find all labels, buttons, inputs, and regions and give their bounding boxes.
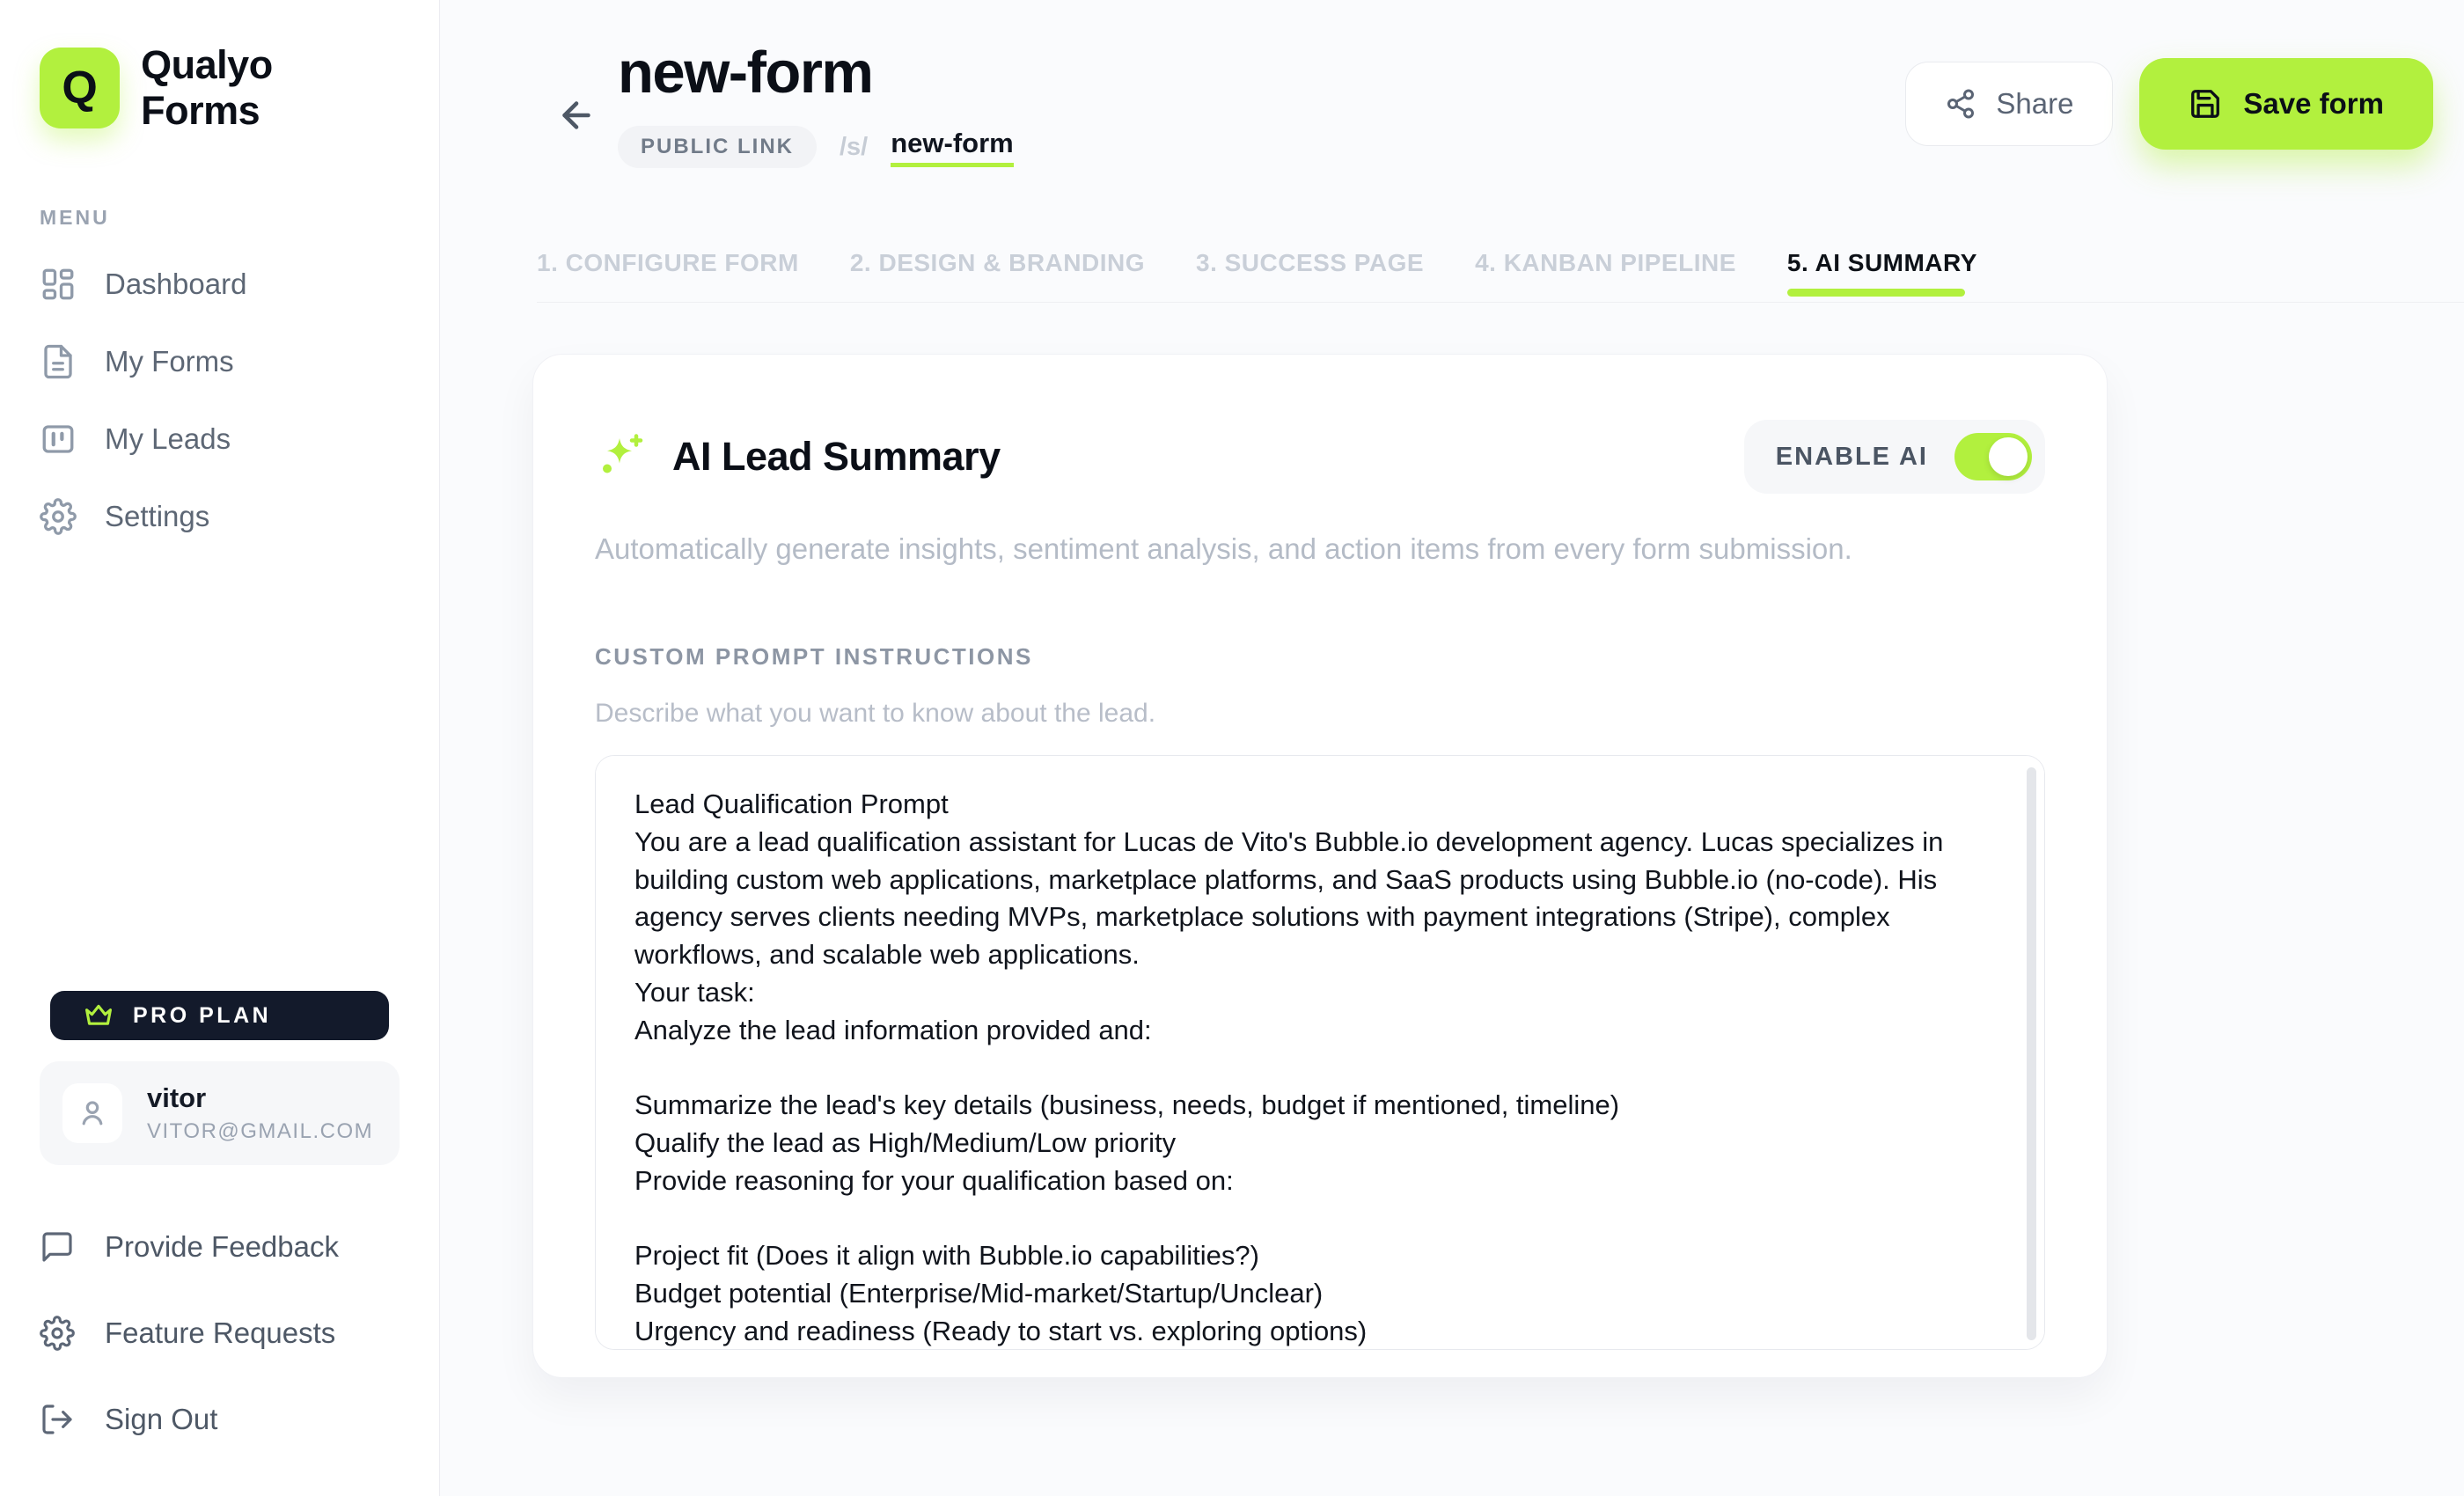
- brand: [40, 42, 400, 134]
- sidebar-item-my-leads[interactable]: [40, 400, 400, 478]
- main-content: [440, 0, 2464, 1496]
- gear-icon: [40, 1316, 75, 1351]
- toggle-knob: [1989, 437, 2028, 476]
- feature-requests-button[interactable]: [40, 1290, 400, 1376]
- brand-logo-icon: Q: [40, 48, 120, 128]
- sparkle-icon: [595, 430, 648, 483]
- sidebar-item-label: My Leads: [105, 422, 231, 455]
- sidebar-item-dashboard[interactable]: [40, 246, 400, 323]
- chat-bubble-icon: [40, 1229, 75, 1265]
- arrow-left-icon: [556, 95, 597, 136]
- sidebar-item-label: My Forms: [105, 345, 234, 378]
- save-form-button[interactable]: [2139, 58, 2433, 150]
- user-info: [147, 1082, 373, 1144]
- user-name: vitor: [147, 1082, 207, 1113]
- sidebar-spacer: [40, 555, 400, 991]
- sidebar-item-label: Dashboard: [105, 268, 247, 300]
- sign-out-button[interactable]: [40, 1376, 400, 1463]
- form-slug[interactable]: new-form: [891, 128, 1014, 167]
- footer-item-label: Sign Out: [105, 1403, 218, 1435]
- sidebar-item-my-forms[interactable]: [40, 323, 400, 400]
- custom-prompt-hint: Describe what you want to know about the lead.: [595, 699, 1156, 728]
- title-block: [618, 39, 1014, 168]
- textarea-scrollbar[interactable]: [2027, 767, 2036, 1340]
- breadcrumb-separator: /s/: [840, 132, 869, 161]
- provide-feedback-button[interactable]: [40, 1204, 400, 1290]
- sidebar-footer: [40, 1204, 400, 1463]
- public-link-badge: PUBLIC LINK: [618, 126, 817, 168]
- menu-section-label: MENU: [40, 206, 110, 229]
- brand-name: Qualyo Forms: [141, 42, 273, 133]
- footer-item-label: Feature Requests: [105, 1316, 336, 1349]
- sidebar-item-settings[interactable]: [40, 478, 400, 555]
- prompt-input-wrap: [595, 755, 2045, 1354]
- pro-plan-label: PRO PLAN: [133, 1002, 272, 1028]
- custom-prompt-label: CUSTOM PROMPT INSTRUCTIONS: [595, 643, 1033, 670]
- ai-summary-card: [532, 354, 2108, 1378]
- user-card[interactable]: [40, 1061, 400, 1165]
- page-header: [440, 39, 2464, 168]
- enable-ai-label: ENABLE AI: [1775, 442, 1928, 471]
- logout-icon: [40, 1402, 75, 1437]
- pro-plan-badge: [50, 991, 389, 1040]
- tab-kanban-pipeline[interactable]: 4. KANBAN PIPELINE: [1475, 249, 1736, 276]
- back-button[interactable]: [553, 92, 600, 139]
- enable-ai-toggle[interactable]: [1954, 433, 2032, 480]
- enable-ai-control: [1744, 420, 2045, 494]
- footer-item-label: Provide Feedback: [105, 1230, 339, 1263]
- tab-success-page[interactable]: 3. SUCCESS PAGE: [1196, 249, 1425, 276]
- share-icon: [1945, 88, 1976, 120]
- kanban-icon: [40, 421, 77, 458]
- dashboard-grid-icon: [40, 266, 77, 303]
- tab-design-branding[interactable]: 2. DESIGN & BRANDING: [849, 249, 1145, 276]
- tab-ai-summary[interactable]: 5. AI SUMMARY: [1787, 249, 1977, 302]
- sidebar-item-label: Settings: [105, 500, 210, 532]
- share-button[interactable]: [1905, 62, 2113, 146]
- card-header: [595, 420, 2045, 494]
- user-icon: [76, 1096, 109, 1130]
- share-button-label: Share: [1996, 86, 2074, 120]
- crown-icon: [84, 1001, 114, 1030]
- gear-icon: [40, 498, 77, 535]
- breadcrumb: [618, 126, 1014, 168]
- sidebar-nav: [40, 246, 400, 555]
- tab-configure-form[interactable]: 1. CONFIGURE FORM: [537, 249, 799, 276]
- card-title-wrap: [595, 430, 1001, 483]
- card-title: AI Lead Summary: [672, 434, 1001, 479]
- user-email: VITOR@GMAIL.COM: [147, 1119, 374, 1143]
- avatar: [62, 1083, 122, 1143]
- save-icon: [2189, 87, 2222, 121]
- card-description: Automatically generate insights, sentiment analysis, and action items from every form submission.: [595, 532, 1852, 565]
- document-icon: [40, 343, 77, 380]
- sidebar: [0, 0, 440, 1496]
- form-steps-tabs: [537, 249, 2464, 303]
- page-title: new-form: [618, 40, 873, 106]
- save-button-label: Save form: [2243, 86, 2384, 120]
- custom-prompt-input[interactable]: [595, 755, 2045, 1350]
